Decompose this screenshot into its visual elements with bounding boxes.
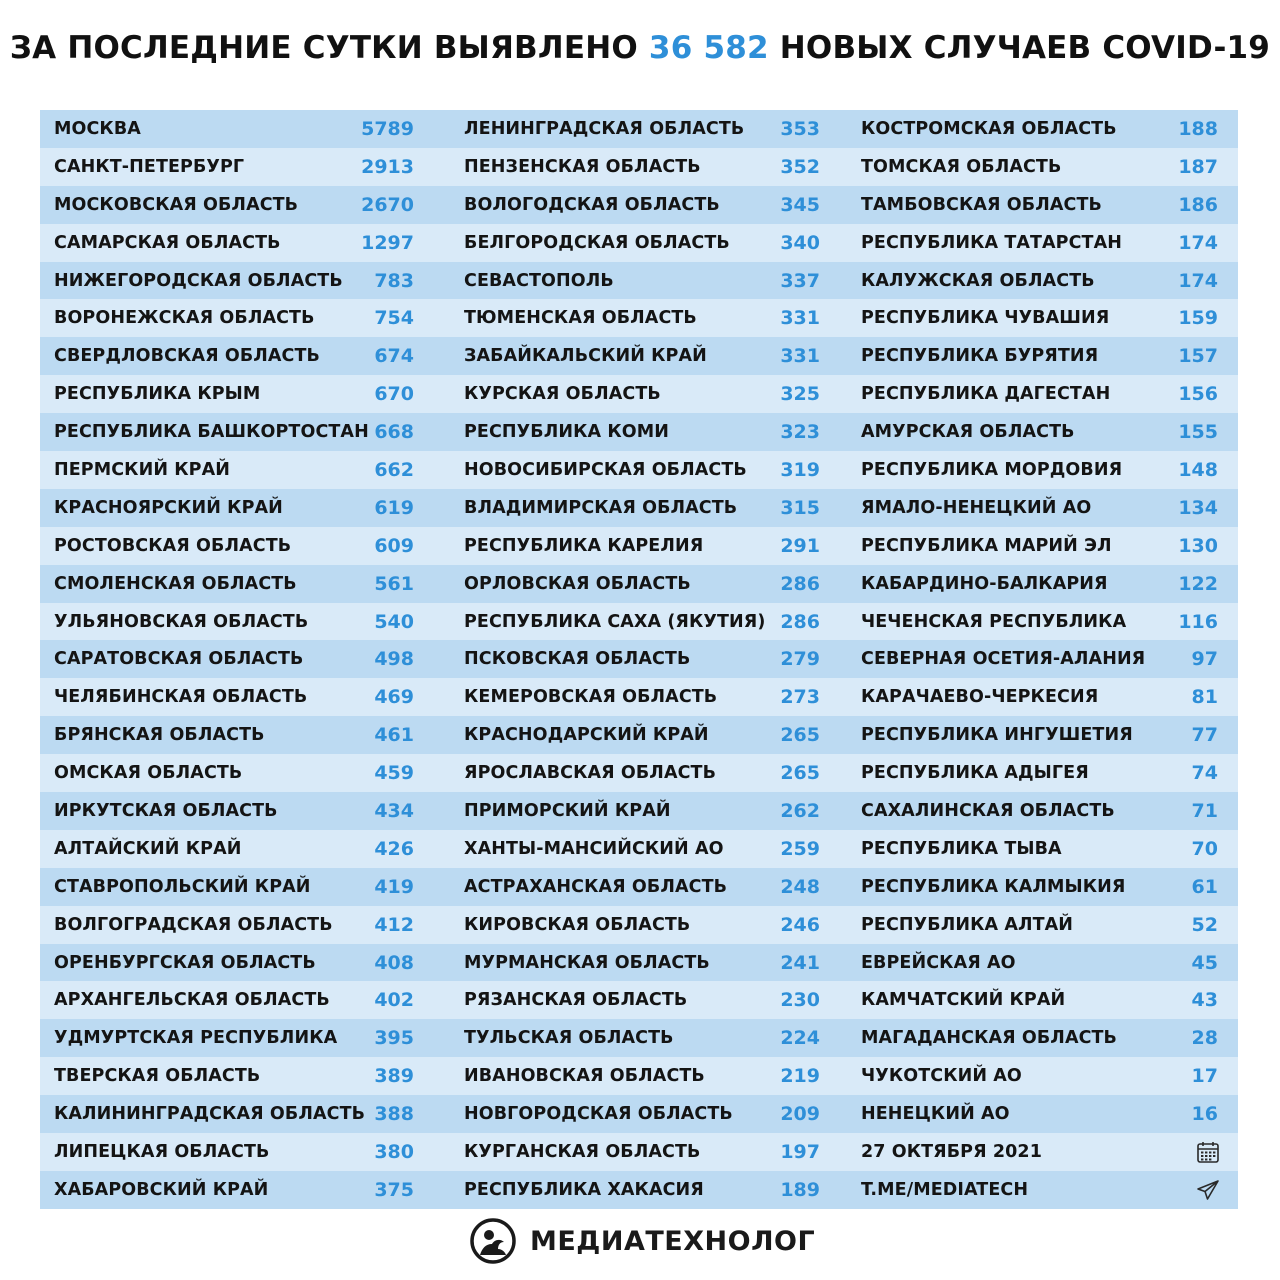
region-name: ЛЕНИНГРАДСКАЯ ОБЛАСТЬ — [464, 119, 745, 139]
table-row — [842, 603, 1238, 641]
table-row — [40, 337, 432, 375]
table-row — [842, 981, 1238, 1019]
region-name: РЕСПУБЛИКА КАРЕЛИЯ — [464, 535, 704, 556]
case-count: 412 — [374, 913, 414, 936]
region-name: ЧЕЛЯБИНСКАЯ ОБЛАСТЬ — [54, 687, 308, 708]
case-count: 670 — [374, 383, 414, 406]
region-name: РЕСПУБЛИКА ТАТАРСТАН — [861, 232, 1122, 253]
case-count: 71 — [1191, 800, 1218, 823]
region-name: ЯМАЛО-НЕНЕЦКИЙ АО — [861, 497, 1092, 518]
case-count: 540 — [374, 610, 414, 633]
title-suffix: НОВЫХ СЛУЧАЕВ COVID-19 — [779, 30, 1271, 66]
region-name: РЕСПУБЛИКА КРЫМ — [54, 384, 261, 405]
region-name: ОМСКАЯ ОБЛАСТЬ — [54, 763, 243, 784]
table-row — [40, 1133, 432, 1171]
region-name: ЯРОСЛАВСКАЯ ОБЛАСТЬ — [464, 763, 717, 784]
region-name: АСТРАХАНСКАЯ ОБЛАСТЬ — [464, 876, 728, 897]
case-count: 17 — [1191, 1065, 1218, 1088]
date-row — [842, 1133, 1238, 1171]
calendar-icon — [1196, 1140, 1220, 1164]
table-row — [432, 451, 842, 489]
region-name: ВОЛОГОДСКАЯ ОБЛАСТЬ — [464, 194, 720, 215]
link-row[interactable] — [842, 1171, 1238, 1209]
case-count: 248 — [780, 875, 820, 898]
case-count: 498 — [374, 648, 414, 671]
case-count: 674 — [374, 345, 414, 368]
case-count: 389 — [374, 1065, 414, 1088]
table-row — [40, 451, 432, 489]
region-name: ЗАБАЙКАЛЬСКИЙ КРАЙ — [464, 346, 707, 367]
table-row — [40, 944, 432, 982]
case-count: 395 — [374, 1027, 414, 1050]
table-row — [432, 830, 842, 868]
title-number: 36 582 — [648, 30, 769, 66]
table-row — [432, 603, 842, 641]
region-name: РЯЗАНСКАЯ ОБЛАСТЬ — [464, 990, 688, 1011]
case-count: 419 — [374, 875, 414, 898]
table-row — [432, 186, 842, 224]
table-row — [432, 868, 842, 906]
table-row — [40, 1095, 432, 1133]
region-name: РЕСПУБЛИКА КОМИ — [464, 422, 669, 443]
case-count: 77 — [1191, 724, 1218, 747]
table-row — [432, 375, 842, 413]
region-name: КУРСКАЯ ОБЛАСТЬ — [464, 384, 661, 405]
table-row — [432, 148, 842, 186]
region-name: САХАЛИНСКАЯ ОБЛАСТЬ — [861, 801, 1115, 822]
table-column-2 — [432, 110, 842, 1209]
region-name: КРАСНОДАРСКИЙ КРАЙ — [464, 725, 709, 746]
table-row — [432, 1057, 842, 1095]
table-row — [40, 375, 432, 413]
table-row — [432, 1171, 842, 1209]
case-count: 157 — [1178, 345, 1218, 368]
table-row — [432, 489, 842, 527]
case-count: 224 — [780, 1027, 820, 1050]
case-count: 279 — [780, 648, 820, 671]
table-row — [40, 792, 432, 830]
case-count: 187 — [1178, 155, 1218, 178]
table-row — [842, 906, 1238, 944]
region-name: РЕСПУБЛИКА МАРИЙ ЭЛ — [861, 535, 1112, 556]
case-count: 388 — [374, 1103, 414, 1126]
case-count: 352 — [780, 155, 820, 178]
region-name: РЕСПУБЛИКА ЧУВАШИЯ — [861, 308, 1110, 329]
case-count: 241 — [780, 951, 820, 974]
region-name: КРАСНОЯРСКИЙ КРАЙ — [54, 497, 283, 518]
region-name: САРАТОВСКАЯ ОБЛАСТЬ — [54, 649, 304, 670]
table-row — [432, 1019, 842, 1057]
region-name: РЕСПУБЛИКА ДАГЕСТАН — [861, 384, 1111, 405]
case-count: 469 — [374, 686, 414, 709]
table-row — [40, 678, 432, 716]
case-count: 45 — [1191, 951, 1218, 974]
region-name: СТАВРОПОЛЬСКИЙ КРАЙ — [54, 876, 311, 897]
case-count: 74 — [1191, 762, 1218, 785]
case-count: 174 — [1178, 231, 1218, 254]
case-count: 97 — [1191, 648, 1218, 671]
brand-name: МЕДИАТЕХНОЛОГ — [530, 1226, 816, 1257]
table-row — [842, 1019, 1238, 1057]
case-count: 219 — [780, 1065, 820, 1088]
table-row — [842, 299, 1238, 337]
title-prefix: ЗА ПОСЛЕДНИЕ СУТКИ ВЫЯВЛЕНО — [9, 30, 638, 66]
case-count: 209 — [780, 1103, 820, 1126]
case-count: 315 — [780, 496, 820, 519]
table-row — [842, 262, 1238, 300]
table-row — [842, 868, 1238, 906]
case-count: 2913 — [361, 155, 414, 178]
region-name: ПРИМОРСКИЙ КРАЙ — [464, 801, 671, 822]
case-count: 331 — [780, 307, 820, 330]
region-name: МАГАДАНСКАЯ ОБЛАСТЬ — [861, 1028, 1118, 1049]
region-name: ВОРОНЕЖСКАЯ ОБЛАСТЬ — [54, 308, 315, 329]
region-name: ПЕНЗЕНСКАЯ ОБЛАСТЬ — [464, 156, 701, 177]
region-name: КАБАРДИНО-БАЛКАРИЯ — [861, 573, 1108, 594]
case-count: 116 — [1178, 610, 1218, 633]
case-count: 81 — [1191, 686, 1218, 709]
table-column-1 — [40, 110, 432, 1209]
table-row — [40, 1019, 432, 1057]
case-count: 174 — [1178, 269, 1218, 292]
case-count: 375 — [374, 1178, 414, 1201]
region-name: МОСКОВСКАЯ ОБЛАСТЬ — [54, 194, 299, 215]
table-row — [842, 830, 1238, 868]
table-row — [842, 716, 1238, 754]
case-count: 402 — [374, 989, 414, 1012]
table-row — [432, 1095, 842, 1133]
region-name: КОСТРОМСКАЯ ОБЛАСТЬ — [861, 119, 1117, 139]
table-row — [432, 224, 842, 262]
region-name: РЕСПУБЛИКА ИНГУШЕТИЯ — [861, 725, 1133, 746]
case-count: 783 — [374, 269, 414, 292]
region-name: ОРЛОВСКАЯ ОБЛАСТЬ — [464, 573, 691, 594]
table-column-3 — [842, 110, 1238, 1209]
region-name: ВОЛГОГРАДСКАЯ ОБЛАСТЬ — [54, 914, 333, 935]
table-row — [40, 868, 432, 906]
table-row — [842, 527, 1238, 565]
region-name: КАРАЧАЕВО-ЧЕРКЕСИЯ — [861, 687, 1099, 708]
table-row — [842, 1095, 1238, 1133]
region-name: КАМЧАТСКИЙ КРАЙ — [861, 990, 1066, 1011]
mediatech-logo-icon — [470, 1218, 516, 1264]
table-row — [842, 186, 1238, 224]
region-name: АМУРСКАЯ ОБЛАСТЬ — [861, 422, 1075, 443]
table-row — [432, 981, 842, 1019]
table-row — [40, 1171, 432, 1209]
table-row — [432, 754, 842, 792]
case-count: 122 — [1178, 572, 1218, 595]
table-row — [432, 944, 842, 982]
telegram-link[interactable]: T.ME/MEDIATECH — [861, 1179, 1029, 1200]
case-count: 52 — [1191, 913, 1218, 936]
case-count: 5789 — [361, 118, 414, 140]
case-count: 408 — [374, 951, 414, 974]
case-count: 156 — [1178, 383, 1218, 406]
table-row — [432, 640, 842, 678]
region-name: НЕНЕЦКИЙ АО — [861, 1104, 1010, 1125]
table-row — [432, 299, 842, 337]
region-name: ТЮМЕНСКАЯ ОБЛАСТЬ — [464, 308, 697, 329]
region-name: РЕСПУБЛИКА КАЛМЫКИЯ — [861, 876, 1126, 897]
region-name: МОСКВА — [54, 119, 141, 139]
region-name: САМАРСКАЯ ОБЛАСТЬ — [54, 232, 281, 253]
case-count: 246 — [780, 913, 820, 936]
region-name: СЕВАСТОПОЛЬ — [464, 270, 614, 291]
case-count: 668 — [374, 421, 414, 444]
region-name: КУРГАНСКАЯ ОБЛАСТЬ — [464, 1142, 701, 1163]
region-name: РЕСПУБЛИКА АДЫГЕЯ — [861, 763, 1089, 784]
case-count: 291 — [780, 534, 820, 557]
case-count: 609 — [374, 534, 414, 557]
table-row — [842, 792, 1238, 830]
region-name: РЕСПУБЛИКА БАШКОРТОСТАН — [54, 422, 369, 443]
region-name: РЕСПУБЛИКА ТЫВА — [861, 838, 1062, 859]
case-count: 619 — [374, 496, 414, 519]
region-name: НОВОСИБИРСКАЯ ОБЛАСТЬ — [464, 460, 747, 481]
case-count: 319 — [780, 459, 820, 482]
case-count: 265 — [780, 724, 820, 747]
table-row — [432, 716, 842, 754]
case-count: 61 — [1191, 875, 1218, 898]
table-row — [432, 792, 842, 830]
region-name: РОСТОВСКАЯ ОБЛАСТЬ — [54, 535, 292, 556]
table-row — [842, 640, 1238, 678]
case-count: 561 — [374, 572, 414, 595]
table-row — [842, 944, 1238, 982]
table-row — [842, 565, 1238, 603]
footer — [0, 1218, 1280, 1266]
table-row — [40, 224, 432, 262]
region-name: АРХАНГЕЛЬСКАЯ ОБЛАСТЬ — [54, 990, 330, 1011]
case-count: 155 — [1178, 421, 1218, 444]
region-name: ТОМСКАЯ ОБЛАСТЬ — [861, 156, 1062, 177]
case-count: 325 — [780, 383, 820, 406]
table-row — [40, 489, 432, 527]
table-row — [40, 1057, 432, 1095]
case-count: 28 — [1191, 1027, 1218, 1050]
region-name: ХАНТЫ-МАНСИЙСКИЙ АО — [464, 838, 724, 859]
region-name: КАЛУЖСКАЯ ОБЛАСТЬ — [861, 270, 1095, 291]
region-name: УЛЬЯНОВСКАЯ ОБЛАСТЬ — [54, 611, 309, 632]
region-name: КИРОВСКАЯ ОБЛАСТЬ — [464, 914, 691, 935]
region-name: БЕЛГОРОДСКАЯ ОБЛАСТЬ — [464, 232, 730, 253]
region-name: СВЕРДЛОВСКАЯ ОБЛАСТЬ — [54, 346, 320, 367]
table-row — [842, 489, 1238, 527]
region-name: САНКТ-ПЕТЕРБУРГ — [54, 156, 245, 177]
table-row — [40, 981, 432, 1019]
case-count: 426 — [374, 837, 414, 860]
case-count: 265 — [780, 762, 820, 785]
table-row — [432, 565, 842, 603]
table-row — [40, 754, 432, 792]
region-name: ТАМБОВСКАЯ ОБЛАСТЬ — [861, 194, 1102, 215]
case-count: 70 — [1191, 837, 1218, 860]
region-name: ТУЛЬСКАЯ ОБЛАСТЬ — [464, 1028, 674, 1049]
case-count: 189 — [780, 1178, 820, 1201]
region-name: ТВЕРСКАЯ ОБЛАСТЬ — [54, 1066, 261, 1087]
case-count: 286 — [780, 610, 820, 633]
table-row — [842, 451, 1238, 489]
case-count: 323 — [780, 421, 820, 444]
table-row — [842, 1057, 1238, 1095]
case-count: 286 — [780, 572, 820, 595]
case-count: 380 — [374, 1141, 414, 1164]
region-name: НИЖЕГОРОДСКАЯ ОБЛАСТЬ — [54, 270, 343, 291]
table-row — [432, 1133, 842, 1171]
table-row — [432, 413, 842, 451]
table-row — [40, 299, 432, 337]
table-row — [40, 906, 432, 944]
table-row — [432, 110, 842, 148]
region-name: НОВГОРОДСКАЯ ОБЛАСТЬ — [464, 1104, 733, 1125]
table-row — [842, 337, 1238, 375]
region-name: МУРМАНСКАЯ ОБЛАСТЬ — [464, 952, 710, 973]
case-count: 134 — [1178, 496, 1218, 519]
region-name: ИВАНОВСКАЯ ОБЛАСТЬ — [464, 1066, 705, 1087]
case-count: 345 — [780, 193, 820, 216]
region-name: ОРЕНБУРГСКАЯ ОБЛАСТЬ — [54, 952, 316, 973]
telegram-send-icon[interactable] — [1196, 1178, 1220, 1202]
case-count: 148 — [1178, 459, 1218, 482]
table-row — [40, 413, 432, 451]
table-row — [40, 110, 432, 148]
table-row — [40, 603, 432, 641]
table-row — [432, 262, 842, 300]
table-row — [40, 716, 432, 754]
table-row — [842, 413, 1238, 451]
region-name: КЕМЕРОВСКАЯ ОБЛАСТЬ — [464, 687, 718, 708]
region-name: АЛТАЙСКИЙ КРАЙ — [54, 838, 242, 859]
case-count: 130 — [1178, 534, 1218, 557]
region-name: ВЛАДИМИРСКАЯ ОБЛАСТЬ — [464, 497, 738, 518]
region-name: РЕСПУБЛИКА ХАКАСИЯ — [464, 1179, 704, 1200]
case-count: 273 — [780, 686, 820, 709]
case-count: 159 — [1178, 307, 1218, 330]
table-row — [842, 754, 1238, 792]
region-name: ЕВРЕЙСКАЯ АО — [861, 952, 1016, 973]
case-count: 197 — [780, 1141, 820, 1164]
region-name: УДМУРТСКАЯ РЕСПУБЛИКА — [54, 1028, 338, 1049]
case-count: 662 — [374, 459, 414, 482]
case-count: 230 — [780, 989, 820, 1012]
region-name: ЧЕЧЕНСКАЯ РЕСПУБЛИКА — [861, 611, 1127, 632]
case-count: 331 — [780, 345, 820, 368]
case-count: 259 — [780, 837, 820, 860]
table-row — [40, 565, 432, 603]
case-count: 337 — [780, 269, 820, 292]
table-row — [40, 527, 432, 565]
case-count: 340 — [780, 231, 820, 254]
case-count: 434 — [374, 800, 414, 823]
page-title — [0, 30, 1280, 80]
table-row — [432, 337, 842, 375]
region-name: РЕСПУБЛИКА АЛТАЙ — [861, 914, 1074, 935]
table-row — [842, 148, 1238, 186]
table-row — [842, 375, 1238, 413]
region-name: СМОЛЕНСКАЯ ОБЛАСТЬ — [54, 573, 297, 594]
case-count: 186 — [1178, 193, 1218, 216]
case-count: 16 — [1191, 1103, 1218, 1126]
table-row — [40, 186, 432, 224]
region-name: ПЕРМСКИЙ КРАЙ — [54, 460, 230, 481]
table-row — [432, 527, 842, 565]
case-count: 188 — [1178, 118, 1218, 140]
region-name: СЕВЕРНАЯ ОСЕТИЯ-АЛАНИЯ — [861, 649, 1146, 670]
region-name: РЕСПУБЛИКА САХА (ЯКУТИЯ) — [464, 611, 766, 632]
case-count: 2670 — [361, 193, 414, 216]
table-row — [842, 224, 1238, 262]
region-name: ПСКОВСКАЯ ОБЛАСТЬ — [464, 649, 691, 670]
region-name: БРЯНСКАЯ ОБЛАСТЬ — [54, 725, 265, 746]
region-name: РЕСПУБЛИКА БУРЯТИЯ — [861, 346, 1099, 367]
region-name: ИРКУТСКАЯ ОБЛАСТЬ — [54, 801, 278, 822]
date-label: 27 ОКТЯБРЯ 2021 — [861, 1142, 1042, 1163]
table-row — [40, 640, 432, 678]
case-count: 262 — [780, 800, 820, 823]
case-count: 754 — [374, 307, 414, 330]
table-row — [40, 148, 432, 186]
case-count: 1297 — [361, 231, 414, 254]
case-count: 461 — [374, 724, 414, 747]
region-name: ЛИПЕЦКАЯ ОБЛАСТЬ — [54, 1142, 270, 1163]
table-row — [40, 262, 432, 300]
table-row — [432, 678, 842, 716]
table-row — [40, 830, 432, 868]
region-name: КАЛИНИНГРАДСКАЯ ОБЛАСТЬ — [54, 1104, 366, 1125]
region-name: РЕСПУБЛИКА МОРДОВИЯ — [861, 460, 1123, 481]
case-count: 459 — [374, 762, 414, 785]
table-row — [432, 906, 842, 944]
table-row — [842, 678, 1238, 716]
case-count: 43 — [1191, 989, 1218, 1012]
case-count: 353 — [780, 118, 820, 140]
region-name: ХАБАРОВСКИЙ КРАЙ — [54, 1179, 269, 1200]
region-name: ЧУКОТСКИЙ АО — [861, 1066, 1022, 1087]
table-row — [842, 110, 1238, 148]
